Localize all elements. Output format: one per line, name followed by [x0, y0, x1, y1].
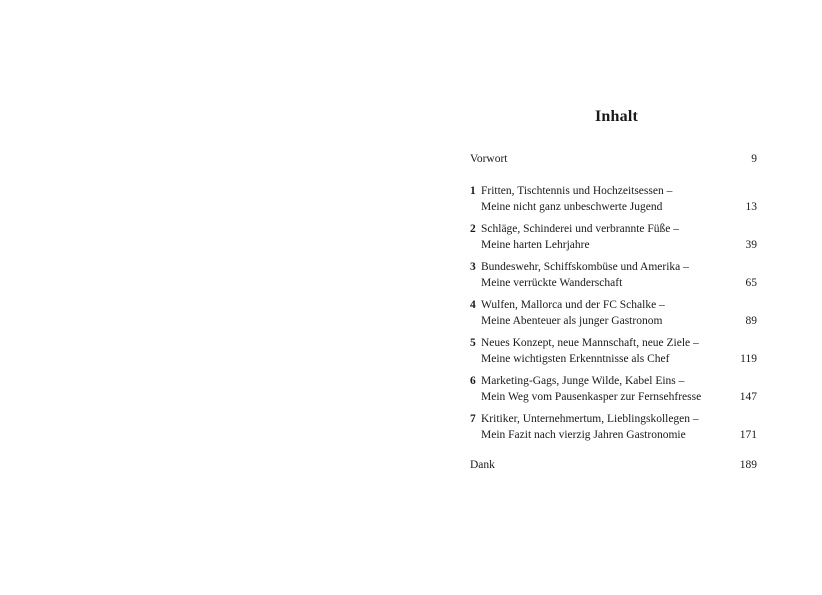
toc-entry-chapter-1 — [470, 184, 757, 215]
toc-page-number: 89 — [745, 314, 757, 327]
toc-entry-chapter-5 — [470, 336, 757, 367]
chapter-title-line-1: Schläge, Schinderei und verbrannte Füße – — [481, 223, 679, 235]
chapter-number: 1 — [470, 185, 476, 197]
chapter-title-line-1: Marketing-Gags, Junge Wilde, Kabel Eins – — [481, 375, 685, 387]
table-of-contents-page — [411, 0, 822, 595]
chapter-title-line-2: Meine harten Lehrjahre — [481, 238, 590, 251]
chapter-title-line-1: Bundeswehr, Schiffskombüse und Amerika – — [481, 261, 689, 273]
toc-page-number: 65 — [745, 276, 757, 289]
chapter-number: 4 — [470, 299, 476, 311]
chapter-number: 2 — [470, 223, 476, 235]
chapter-title-line-2: Mein Fazit nach vierzig Jahren Gastronomie — [481, 428, 686, 441]
toc-entry-dank — [470, 458, 757, 474]
toc-entry-vorwort — [470, 152, 757, 168]
chapter-title-line-2: Mein Weg vom Pausenkasper zur Fernsehfresse — [481, 390, 702, 403]
toc-page-number: 147 — [739, 390, 757, 403]
toc-page-number: 189 — [739, 459, 757, 471]
toc-entry-chapter-7 — [470, 412, 757, 443]
chapter-title-line-2: Meine verrückte Wanderschaft — [481, 276, 623, 289]
chapter-number: 3 — [470, 261, 476, 273]
toc-entry-title: Dank — [470, 459, 495, 471]
chapter-title-line-1: Neues Konzept, neue Mannschaft, neue Ziele – — [481, 337, 699, 349]
chapter-number: 6 — [470, 375, 476, 387]
toc-entry-chapter-2 — [470, 222, 757, 253]
toc-page-number: 171 — [739, 428, 757, 441]
toc-page-number: 13 — [745, 200, 757, 213]
chapter-number: 5 — [470, 337, 476, 349]
chapter-title-line-1: Kritiker, Unternehmertum, Lieblingskollegen – — [481, 413, 699, 425]
toc-entry-chapter-4 — [470, 298, 757, 329]
chapter-title-line-1: Wulfen, Mallorca und der FC Schalke – — [481, 299, 665, 311]
chapter-number: 7 — [470, 413, 476, 425]
toc-page-number: 39 — [745, 238, 757, 251]
chapter-title-line-2: Meine nicht ganz unbeschwerte Jugend — [481, 200, 663, 213]
toc-entry-chapter-3 — [470, 260, 757, 291]
chapter-title-line-2: Meine Abenteuer als junger Gastronom — [481, 314, 663, 327]
toc-page-number: 119 — [740, 352, 757, 365]
toc-entry-chapter-6 — [470, 374, 757, 405]
chapter-title-line-2: Meine wichtigsten Erkenntnisse als Chef — [481, 352, 670, 365]
chapter-title-line-1: Fritten, Tischtennis und Hochzeitsessen – — [481, 185, 673, 197]
toc-entry-title: Vorwort — [470, 153, 508, 165]
toc-page-number: 9 — [751, 153, 757, 165]
toc-title: Inhalt — [595, 108, 638, 125]
